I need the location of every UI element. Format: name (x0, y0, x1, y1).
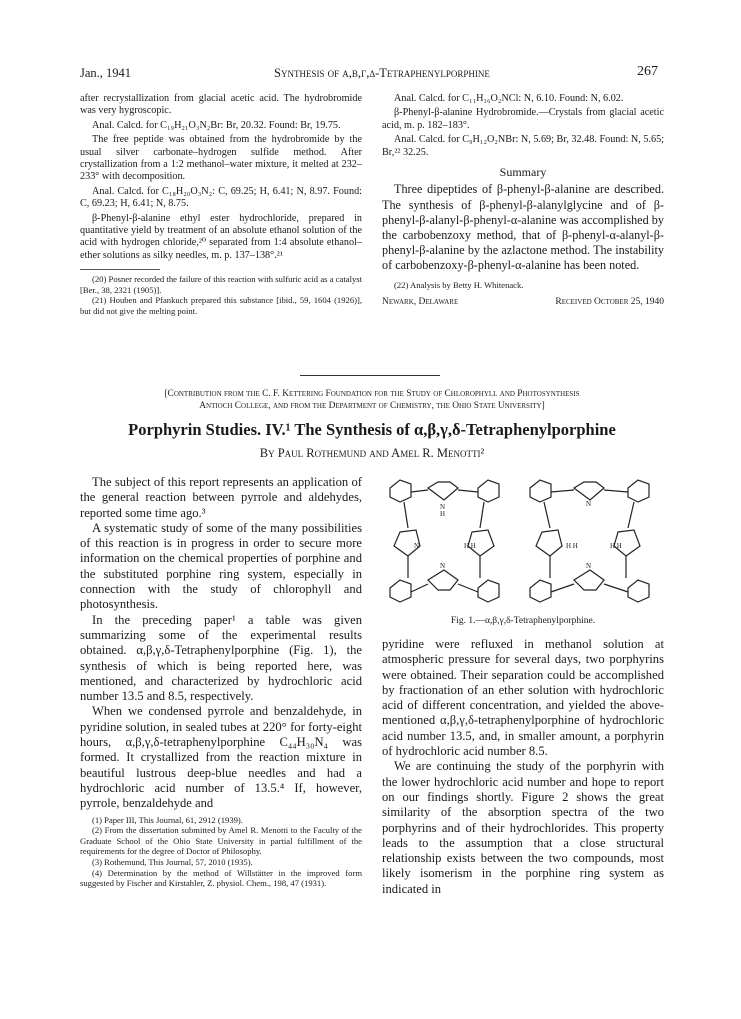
porphyrin-structure-diagram (378, 470, 668, 620)
paragraph: We are continuing the study of the porphyrin with the lower hydrochloric acid number and hope to report on our findings shortly. Figure 2 shows the great similarity of the absorption spectra of the two porphyrins and of their hydrochlorides. This property leads to the assumption that a close structural relationship exists between the two compounds, most likely isomerism in the porphine ring system as indicated in (382, 759, 664, 896)
right-top-column (382, 93, 664, 310)
summary-heading: Summary (499, 165, 547, 180)
paragraph: The free peptide was obtained from the hydrobromide by the usual silver carbonate–hydrogen sulfide method. After crystallization from a 1:2 methanol–water mixture, it melted at 232–233° with decomposition. (80, 134, 362, 183)
footnote: (21) Houben and Pfankuch prepared this substance [ibid., 59, 1604 (1926)], but did not give the melting point. (80, 295, 362, 317)
signature-line (382, 296, 664, 310)
footnote: (2) From the dissertation submitted by Amel R. Menotti to the Faculty of the Graduate School of the Ohio State University in partial fulfillment of the requirements for the degree of Doctor of Philosophy. (80, 825, 362, 857)
nitrogen-label: N (440, 562, 446, 570)
location: Newark, Delaware (382, 297, 459, 308)
analysis-line: Anal. Calcd. for C₁₈H₂₀O₃N₂: C, 69.25; H, 6.41; N, 8.97. Found: C, 69.23; H, 6.41; N, 8.75. (80, 185, 362, 210)
paragraph: The subject of this report represents an application of the general reaction between pyrrole and aldehydes, reported some time ago.³ (80, 475, 362, 520)
contribution-line: [Contribution from the C. F. Kettering Foundation for the Study of Chlorophyll and Photosynthesis (164, 389, 580, 399)
nitrogen-label: N (586, 562, 592, 570)
hydrogen-pair-label: H H (610, 542, 622, 550)
nitrogen-label: N (414, 542, 420, 550)
analysis-line: Anal. Calcd. for C₉H₁₂O₂NBr: N, 5.69; Br, 32.48. Found: N, 5.65; Br,²² 32.25. (382, 134, 664, 158)
footnote: (4) Determination by the method of Willstätter in the improved form suggested by Fischer and Kirstahler, Z. physiol. Chem., 198, 47 (1931). (80, 867, 362, 889)
header-date: Jan., 1941 (80, 66, 132, 80)
section-rule (300, 375, 440, 376)
footnote: (20) Posner recorded the failure of this reaction with sulfuric acid as a catalyst [Ber., 38, 2321 (1905)]. (80, 274, 362, 295)
structure-left (390, 480, 499, 602)
paragraph: β-Phenyl-β-alanine Hydrobromide.—Crystals from glacial acetic acid, m. p. 182–183°. (382, 107, 664, 131)
footnote: (1) Paper III, This Journal, 61, 2912 (1939). (92, 814, 243, 825)
page-number: 267 (637, 64, 658, 79)
analysis-line: Anal. Calcd. for C₁₁H₁₆O₂NCl: N, 6.10. Found: N, 6.02. (394, 93, 624, 104)
paragraph: pyridine were refluxed in methanol solution at atmospheric pressure for several days, two porphyrins were obtained. Their separation could be accomplished by fractionation of an ether solution with hydrochloric acid of different concentration, and yielded the above-mentioned α,β,γ,δ-tetraphenylporphine of hydrochloric acid number 13.5, and, in smaller amount, a porphyrin of hydrochloric acid number 8.5. (382, 637, 664, 759)
paragraph: β-Phenyl-β-alanine ethyl ester hydrochloride, prepared in quantitative yield by treatment of an absolute ethanol solution of the acid with hydrogen chloride,²⁰ separated from 1:4 absolute ethanol–ether solutions as silky needles, m. p. 137–138°.²¹ (80, 212, 362, 261)
article-title: Porphyrin Studies. IV.¹ The Synthesis of α,β,γ,δ-Tetraphenylporphine (128, 420, 616, 439)
paragraph: In the preceding paper¹ a table was given summarizing some of the experimental results obtained. α,β,γ,δ-Tetraphenylporphine (Fig. 1), the synthesis of which is being reported here, was mentioned, and characterized by hydrochloric acid number 13.5 and 8.5, respectively. (80, 612, 362, 704)
nitrogen-label: N (586, 500, 592, 508)
summary-text: Three dipeptides of β-phenyl-β-alanine are described. The synthesis of β-phenyl-β-alanylglycine and of β-phenyl-β-alanyl-β-phenyl-α-alanine was accomplished by the carbobenzoxy method, that of β-phenyl-α-alanyl-β-phenyl-β-alanine by the azlactone method. The instability of carbobenzoxy-β-phenyl-α-alanine has been noted. (382, 182, 664, 273)
right-body-column (382, 637, 664, 897)
left-top-column (80, 93, 362, 317)
footnote: (22) Analysis by Betty H. Whitenack. (394, 279, 524, 290)
structure-right (530, 480, 649, 602)
paragraph: A systematic study of some of the many possibilities of this reaction is in progress in order to secure more information on the chemical properties of porphine and the substituted porphine ring system, especially in connection with the study of chlorophyll and photosynthesis. (80, 520, 362, 612)
analysis-line: Anal. Calcd. for C₁₉H₂₁O₃N₂Br: Br, 20.32. Found: Br, 19.75. (92, 119, 341, 131)
contribution-note (70, 389, 674, 412)
paragraph: When we condensed pyrrole and benzaldehyde, in pyridine solution, in sealed tubes at 220° for forty-eight hours, α,β,γ,δ-tetraphenylporphine C₄₄H₃₀N₄ was formed. It crystallized from the reaction mixture in beautiful lustrous deep-blue needles and had a hydrochloric acid number of 13.5.⁴ If, however, pyrrole, benzaldehyde and (80, 704, 362, 811)
footnote-rule (80, 269, 160, 270)
contribution-line: Antioch College, and from the Department of Chemistry, the Ohio State University] (199, 400, 545, 411)
hydrogen-pair-label: H H (566, 542, 578, 550)
nitrogen-label: N (440, 503, 446, 511)
running-title: Synthesis of α,β,γ,δ-Tetraphenylporphine (274, 66, 490, 80)
byline: By Paul Rothemund and Amel R. Menotti² (259, 446, 485, 460)
paragraph: after recrystallization from glacial acetic acid. The hydrobromide was very hygroscopic. (80, 93, 362, 117)
hydrogen-pair-label: H H (464, 542, 476, 550)
received-date: Received October 25, 1940 (555, 297, 664, 308)
hydrogen-label: H (440, 510, 446, 518)
left-body-column (80, 475, 362, 889)
footnote: (3) Rothemund, This Journal, 57, 2010 (1935). (92, 856, 253, 867)
figure-caption: Fig. 1.—α,β,γ,δ-Tetraphenylporphine. (450, 616, 596, 626)
figure-1 (378, 470, 668, 630)
